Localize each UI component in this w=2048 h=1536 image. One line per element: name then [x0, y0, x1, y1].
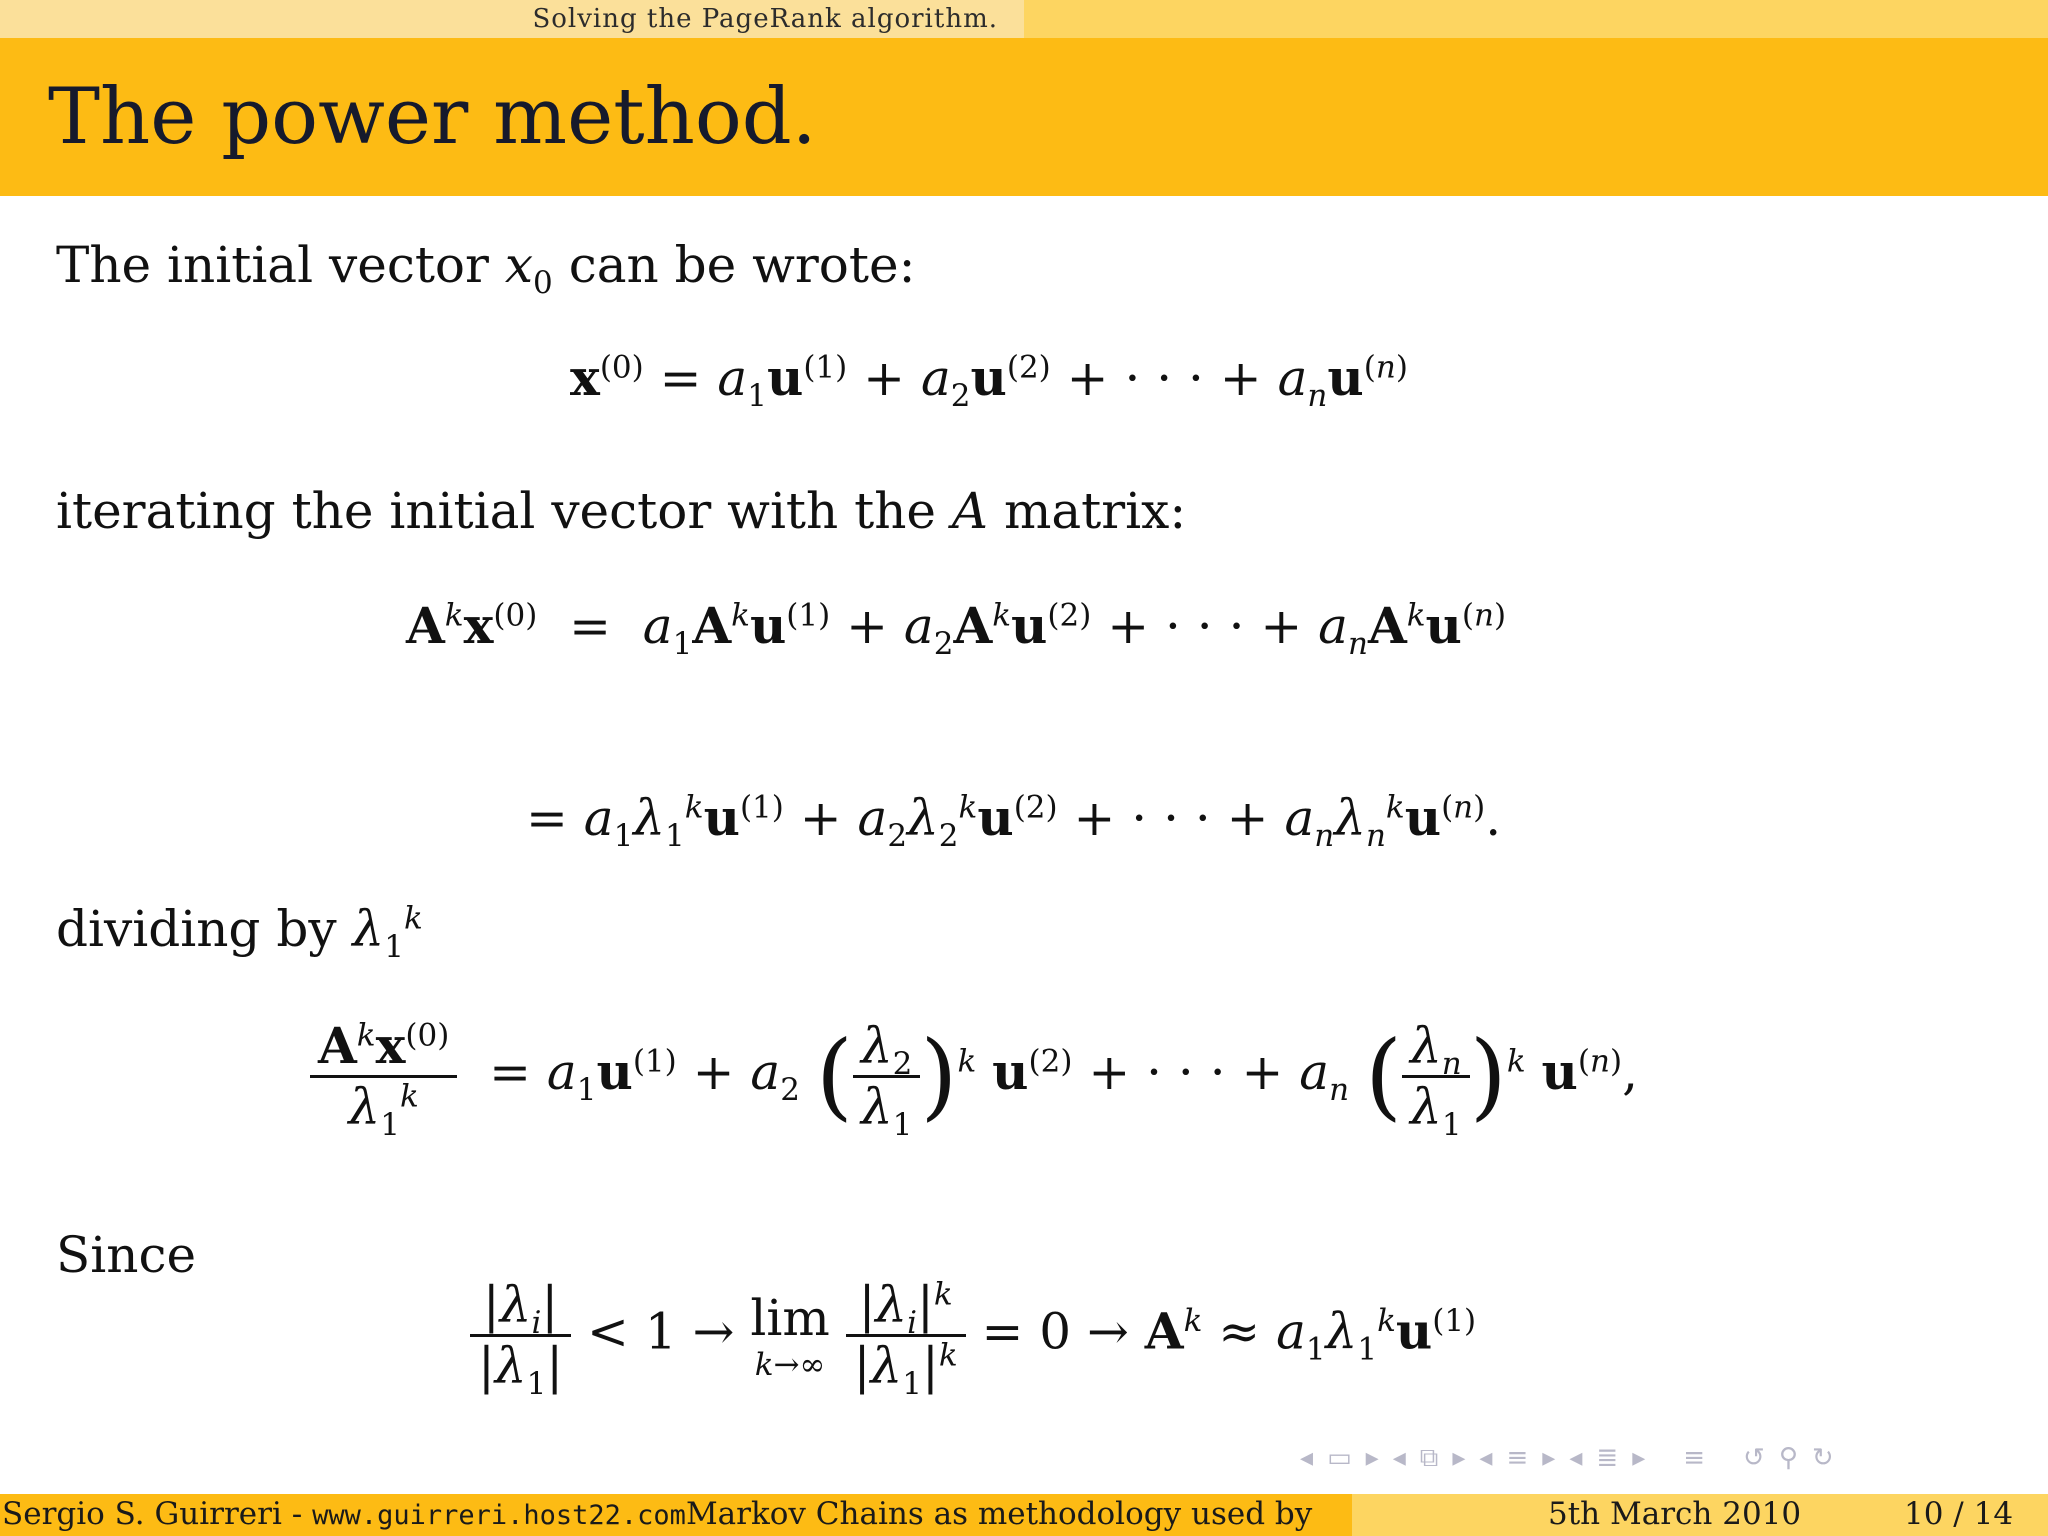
frame-title: The power method.	[48, 72, 817, 162]
text-line-initial-vector: The initial vector $x_0$ can be wrote:	[56, 236, 916, 301]
nav-subsec-left-icon[interactable]: ◂	[1569, 1443, 1583, 1473]
nav-frame-left-icon[interactable]: ◂	[1300, 1443, 1314, 1473]
nav-frame-icon[interactable]: ▭	[1327, 1443, 1352, 1473]
footer-page-number: 10 / 14	[1904, 1496, 2014, 1532]
footer-author[interactable]: Sergio S. Guirreri - www.guirreri.host22.comMarkov Chains as methodology used by	[2, 1496, 1313, 1532]
nav-subsection-right-icon[interactable]: ▸	[1452, 1443, 1466, 1473]
navigation-bar	[1300, 1438, 1834, 1478]
footer-date: 5th March 2010	[1548, 1496, 1802, 1532]
nav-subsection-icon[interactable]: ⧉	[1419, 1442, 1439, 1473]
nav-subsection-left-icon[interactable]: ◂	[1392, 1443, 1406, 1473]
text-line-since: Since	[56, 1226, 197, 1284]
footer-short-title[interactable]: Markov Chains as methodology used by	[685, 1496, 1313, 1532]
equation-initial-expansion: $x^{(0)} = a_1u^{(1)} + a_2u^{(2)}$ + · · · + $a_nu^{(n)}$	[570, 348, 1408, 414]
nav-fit-icon[interactable]: ↻	[1811, 1443, 1834, 1473]
nav-section-right-icon[interactable]: ▸	[1542, 1443, 1556, 1473]
nav-subsec-right-icon[interactable]: ▸	[1632, 1443, 1646, 1473]
equation-eigen-expansion: = $a_1\lambda_1^ku^{(1)} + a_2\lambda_2^ku^{(2)}$ + · · · + $a_n\lambda_n^ku^{(n)}$.	[526, 788, 1502, 854]
text-line-dividing: dividing by $\lambda_1^k$	[56, 900, 423, 965]
nav-subsec-icon[interactable]: ≣	[1596, 1443, 1619, 1473]
text-line-iterating: iterating the initial vector with the A matrix:	[56, 482, 1187, 540]
footer-url[interactable]: www.guirreri.host22.com	[312, 1500, 686, 1531]
nav-section-icon[interactable]: ≡	[1506, 1443, 1529, 1473]
nav-back-icon[interactable]: ↺	[1743, 1443, 1765, 1473]
nav-frame-right-icon[interactable]: ▸	[1365, 1443, 1379, 1473]
equation-iteration: $A^kx^{(0)} = a_1A^ku^{(1)} + a_2A^ku^{(2)}$ + · · · + $a_nA^ku^{(n)}$	[406, 596, 1507, 662]
nav-section-left-icon[interactable]: ◂	[1479, 1443, 1493, 1473]
equation-limit: $\frac{|\lambda_i|}{|\lambda_1|}$ < 1 → lim k→∞ $\frac{|\lambda_i|^k}{|\lambda_1|^k}$ = $0 \to A^k \approx a_1\lambda_1^ku^{(1)}$	[470, 1276, 1476, 1395]
equation-normalized: $\frac{A^kx^{(0)}}{\lambda_1^k}$ = $a_1u^{(1)} + a_2$ ( $\frac{\lambda_2}{\lambda_1}$ )$^k$ $u^{(2)}$ + · · · + $a_n$ ( $\frac{\lambda_n}{\lambda_1}$ )$^k$ $u^{(n)}$,	[310, 1016, 1638, 1136]
section-header-bar	[0, 0, 2048, 38]
nav-toc-icon[interactable]: ≡	[1683, 1443, 1706, 1473]
nav-search-icon[interactable]: ⚲	[1778, 1443, 1798, 1473]
section-title[interactable]: Solving the PageRank algorithm.	[532, 4, 998, 34]
